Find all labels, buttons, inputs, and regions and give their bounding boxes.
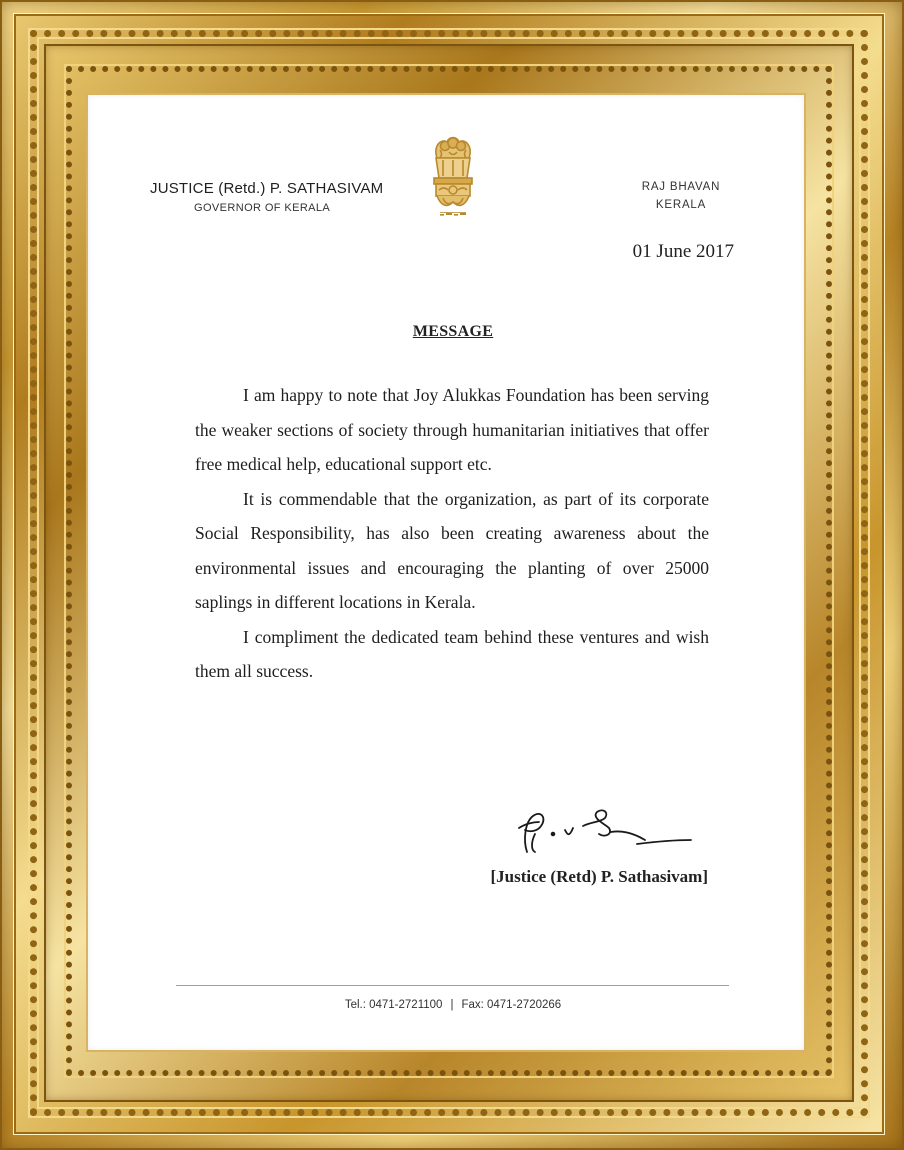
footer-separator: | (450, 999, 454, 1011)
footer-contact (88, 999, 818, 1011)
footer-divider (176, 985, 729, 986)
body-paragraph: It is commendable that the organization, as part of its corporate Social Responsibility, has also been creating awareness about the environmental issues and encouraging the planting of over 25000 saplings in different locations in Kerala. (195, 488, 709, 612)
telephone-number: Tel.: 0471-2721100 (344, 999, 443, 1011)
letter-body (195, 378, 709, 689)
body-paragraph: I compliment the dedicated team behind these ventures and wish them all success. (195, 626, 709, 681)
fax-number: Fax: 0471-2720266 (461, 999, 562, 1011)
body-paragraph: I am happy to note that Joy Alukkas Foundation has been serving the weaker sections of society through humanitarian initiatives that offer free medical help, educational support etc. (195, 385, 709, 474)
handwritten-signature (513, 800, 698, 860)
national-emblem-icon (423, 132, 483, 224)
office-name: RAJ BHAVAN (641, 181, 721, 193)
letter-heading: MESSAGE (412, 323, 494, 340)
letter-date: 01 June 2017 (632, 241, 734, 262)
sender-name: JUSTICE (Retd.) P. SATHASIVAM (150, 180, 384, 197)
office-state: KERALA (655, 199, 707, 211)
letter-paper (88, 95, 804, 1050)
sender-title: GOVERNOR OF KERALA (194, 202, 331, 214)
signatory-name: [Justice (Retd) P. Sathasivam] (490, 867, 708, 886)
